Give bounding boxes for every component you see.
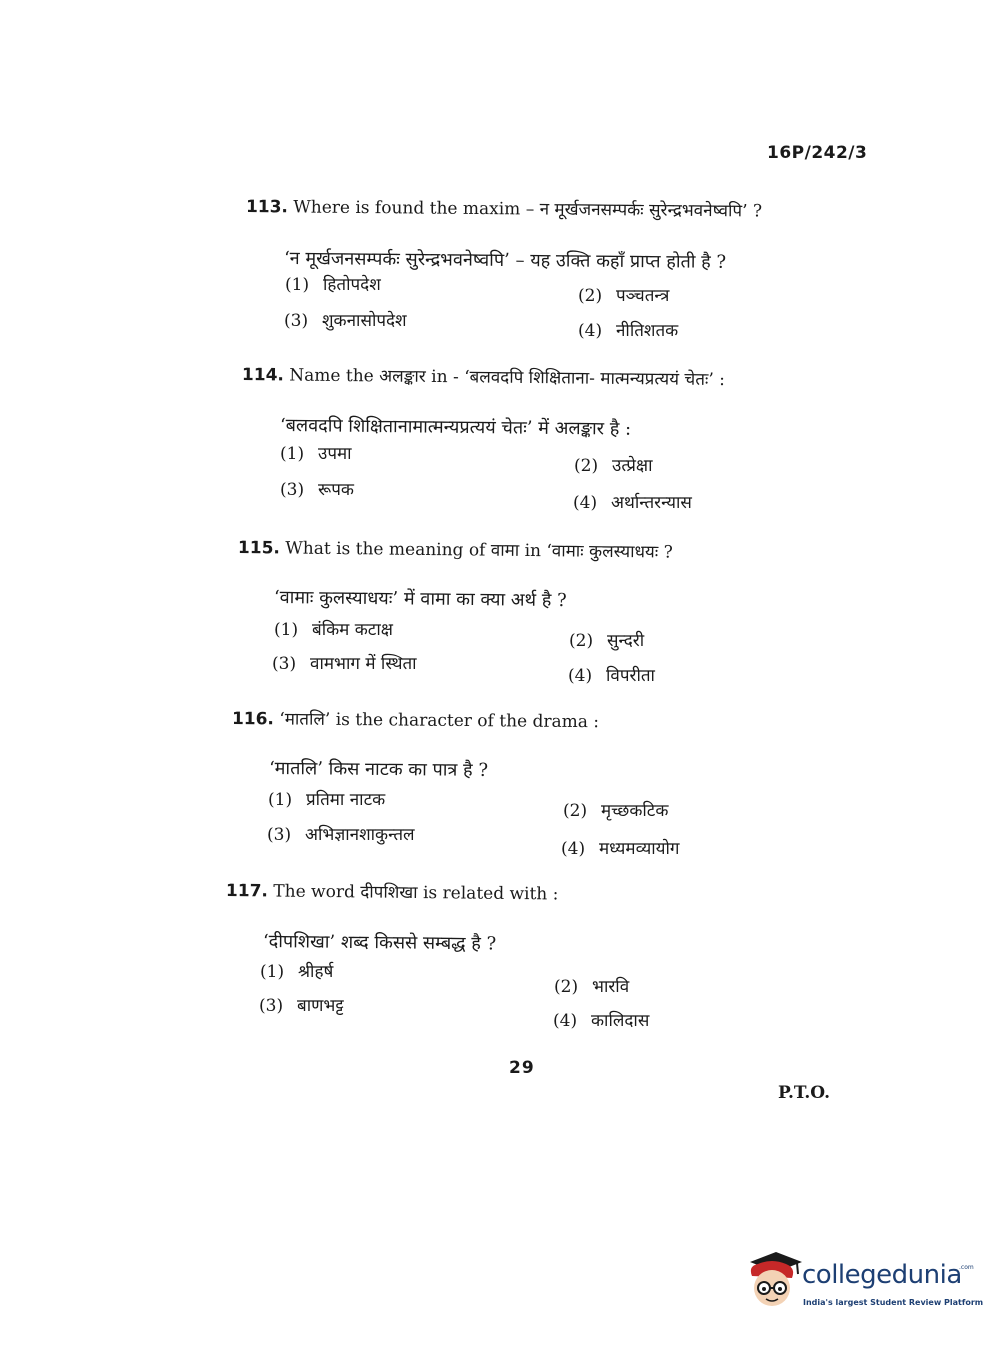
option-text: बाणभट्ट <box>297 996 344 1016</box>
brand-name: collegedunia <box>802 1260 962 1290</box>
question-english <box>232 706 599 732</box>
option <box>573 490 692 513</box>
question-hindi: ‘दीपशिखा’ शब्द किससे सम्बद्ध है ? <box>262 931 497 955</box>
option-number: (3) <box>284 311 309 331</box>
option-text: कालिदास <box>591 1011 650 1031</box>
option-number: (3) <box>272 654 297 674</box>
option-number: (2) <box>574 456 599 476</box>
option <box>284 308 407 331</box>
option <box>553 1008 649 1031</box>
question-hindi: ‘मातलि’ किस नाटक का पात्र है ? <box>268 758 489 781</box>
option-number: (3) <box>259 996 284 1016</box>
option-number: (3) <box>280 480 305 500</box>
option <box>578 318 678 341</box>
question-english-text: What is the meaning of वामा in ‘वामाः कुलस्याधयः ? <box>285 538 673 563</box>
question-english <box>246 194 762 222</box>
option-text: विपरीता <box>606 666 655 686</box>
please-turn-over: P.T.O. <box>778 1083 830 1103</box>
option-number: (2) <box>578 286 603 306</box>
option-number: (2) <box>554 977 579 997</box>
option <box>568 663 655 686</box>
option <box>563 798 668 821</box>
option-text: बंकिम कटाक्ष <box>312 620 393 640</box>
option <box>569 628 644 651</box>
collegedunia-watermark <box>742 1248 984 1328</box>
brand-tagline: India's largest Student Review Platform <box>803 1298 984 1307</box>
option-number: (1) <box>280 444 305 464</box>
option <box>285 272 381 295</box>
option-number: (4) <box>553 1011 578 1031</box>
question-english-text: Name the अलङ्कार in - ‘बलवदपि शिक्षिताना- मात्मन्यप्रत्ययं चेतः’ : <box>289 365 726 391</box>
page-number: 29 <box>509 1058 535 1078</box>
option <box>574 453 653 476</box>
option-text: नीतिशतक <box>616 321 679 341</box>
option-text: अर्थान्तरन्यास <box>611 493 692 513</box>
question-english-text: Where is found the maxim – न मूर्खजनसम्पर्कः सुरेन्द्रभवनेष्वपि’ ? <box>293 197 763 222</box>
question-english-text: The word दीपशिखा is related with : <box>273 881 559 905</box>
option-text: श्रीहर्ष <box>298 962 334 982</box>
option <box>260 959 333 982</box>
option <box>274 617 393 640</box>
option-text: मध्यमव्यायोग <box>599 839 680 859</box>
paper-code: 16P/242/3 <box>767 143 868 163</box>
brand-suffix: .com <box>959 1264 974 1271</box>
question-number: 114. <box>241 365 285 386</box>
option <box>280 441 352 464</box>
question-number: 115. <box>237 538 281 559</box>
option-number: (1) <box>285 275 310 295</box>
option-text: वामभाग में स्थिता <box>310 654 417 674</box>
option-number: (1) <box>274 620 299 640</box>
question-hindi: ‘न मूर्खजनसम्पर्कः सुरेन्द्रभवनेष्वपि’ – यह उक्ति कहाँ प्राप्त होती है ? <box>283 248 727 273</box>
option-number: (3) <box>267 825 292 845</box>
question-number: 113. <box>245 197 289 218</box>
question-english <box>226 878 559 904</box>
option-number: (1) <box>268 790 293 810</box>
option-number: (4) <box>568 666 593 686</box>
option-text: मृच्छकटिक <box>601 801 669 821</box>
question-number: 117. <box>225 881 269 902</box>
question-english <box>238 535 673 563</box>
option <box>268 787 385 810</box>
option-text: उपमा <box>318 444 352 464</box>
question-hindi: ‘वामाः कुलस्याधयः’ में वामा का क्या अर्थ है ? <box>273 587 567 612</box>
option <box>280 477 354 500</box>
option-number: (4) <box>561 839 586 859</box>
option-number: (2) <box>563 801 588 821</box>
option-number: (1) <box>260 962 285 982</box>
option-text: अभिज्ञानशाकुन्तल <box>305 825 415 845</box>
question-english <box>242 362 725 390</box>
option <box>267 822 415 845</box>
mascot-logo-icon <box>742 1248 804 1312</box>
option-text: प्रतिमा नाटक <box>306 790 386 810</box>
question-number: 116. <box>231 709 275 730</box>
option-text: रूपक <box>318 480 354 500</box>
option-text: शुकनासोपदेश <box>322 311 407 331</box>
option-number: (4) <box>578 321 603 341</box>
option-text: सुन्दरी <box>607 631 645 651</box>
question-english-text: ‘मातलि’ is the character of the drama : <box>279 709 600 733</box>
option <box>259 993 344 1016</box>
option-text: उत्प्रेक्षा <box>612 456 653 476</box>
option <box>561 836 680 859</box>
option <box>578 283 669 306</box>
option-number: (4) <box>573 493 598 513</box>
option <box>272 651 417 674</box>
question-hindi: ‘बलवदपि शिक्षितानामात्मन्यप्रत्ययं चेतः’ में अलङ्कार है : <box>279 415 632 440</box>
option-text: पञ्चतन्त्र <box>616 286 670 306</box>
option-number: (2) <box>569 631 594 651</box>
option-text: हितोपदेश <box>323 275 381 295</box>
option <box>554 974 629 997</box>
option-text: भारवि <box>592 977 630 997</box>
